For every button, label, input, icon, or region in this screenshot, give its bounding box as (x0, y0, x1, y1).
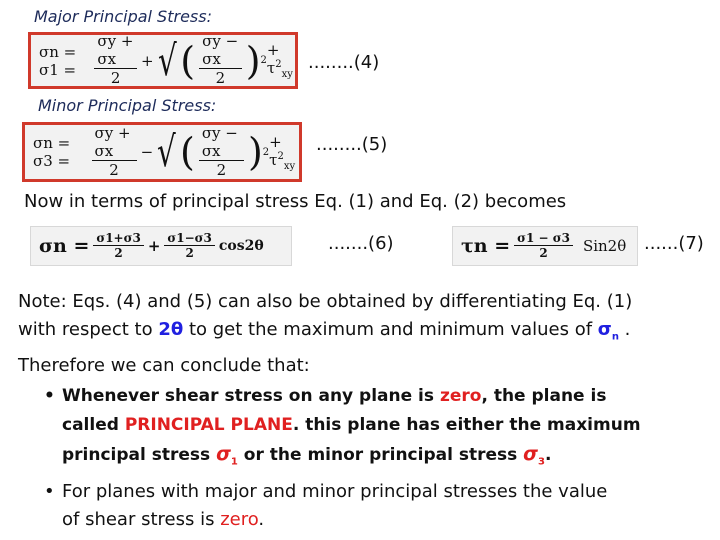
sqrt-symbol: √ (157, 35, 177, 85)
major-stress-heading: Major Principal Stress: (34, 7, 212, 26)
eq6-label: .......(6) (328, 233, 394, 254)
note-line2: with respect to 2θ to get the maximum and minimum values of $\sigma_n$ . (18, 319, 631, 343)
eq7-box: τn = $\frac{\sigma 1 - \sigma 3}{2}$ Sin2θ (452, 226, 638, 266)
conclude-line: Therefore we can conclude that: (18, 355, 310, 376)
eq5-label: ........(5) (316, 134, 388, 155)
two-theta: 2θ (158, 319, 184, 340)
bullet1-dot: • (44, 386, 55, 406)
minor-stress-heading: Minor Principal Stress: (38, 96, 217, 115)
eq7-lhs: τn = (461, 235, 511, 257)
minor-stress-equation: σn = σ3 = $\frac{\sigma y + \sigma x}{2}$ − √ ( $\frac{\sigma y - \sigma x}{2}$ ) 2 + $\tau^2_{xy}$ (22, 122, 302, 182)
eq5-frac1: $\frac{\sigma y + \sigma x}{2}$ (92, 124, 137, 181)
eq6-lhs: σn = (39, 235, 90, 257)
eq7-label: ......(7) (644, 233, 704, 254)
eq7-frac: $\frac{\sigma 1 - \sigma 3}{2}$ (514, 231, 573, 262)
major-stress-equation: σn = σ1 = $\frac{\sigma y + \sigma x}{2}$ + √ ( $\frac{\sigma y - \sigma x}{2}$ ) 2 + $\tau^2_{xy}$ (28, 32, 298, 89)
eq6-box: σn = $\frac{\sigma 1+\sigma 3}{2}$ + $\frac{\sigma 1-\sigma 3}{2}$ cos2θ (30, 226, 292, 266)
bullet2-text: For planes with major and minor principal stresses the value of shear stress is zero. (62, 481, 608, 530)
intro-sentence: Now in terms of principal stress Eq. (1) and Eq. (2) becomes (24, 191, 567, 212)
eq4-lhs: σn = σ1 = (39, 42, 77, 79)
bullet2-dot: • (44, 481, 55, 502)
eq6-frac2: $\frac{\sigma 1-\sigma 3}{2}$ (164, 231, 214, 262)
eq6-frac1: $\frac{\sigma 1+\sigma 3}{2}$ (93, 231, 143, 262)
eq5-tau: + $\tau^2_{xy}$ (269, 132, 296, 172)
eq4-tau: + $\tau^2_{xy}$ (266, 41, 293, 80)
eq4-label: ........(4) (308, 52, 380, 73)
eq4-frac1: $\frac{\sigma y + \sigma x}{2}$ (94, 32, 137, 89)
bullet1-text: Whenever shear stress on any plane is zero, the plane is called PRINCIPAL PLANE. this plane has either the maximum principal stress $\sigma_1$ or the minor principal stress $\sigma_3$. (62, 386, 641, 468)
eq4-frac2: $\frac{\sigma y - \sigma x}{2}$ (199, 32, 242, 89)
sqrt-symbol: √ (157, 127, 176, 176)
sigma-n: σ (597, 319, 612, 340)
eq5-lhs: σn = σ3 = (33, 134, 71, 170)
eq5-frac2: $\frac{\sigma y - \sigma x}{2}$ (199, 124, 244, 181)
note-line1: Note: Eqs. (4) and (5) can also be obtained by differentiating Eq. (1) (18, 291, 633, 312)
